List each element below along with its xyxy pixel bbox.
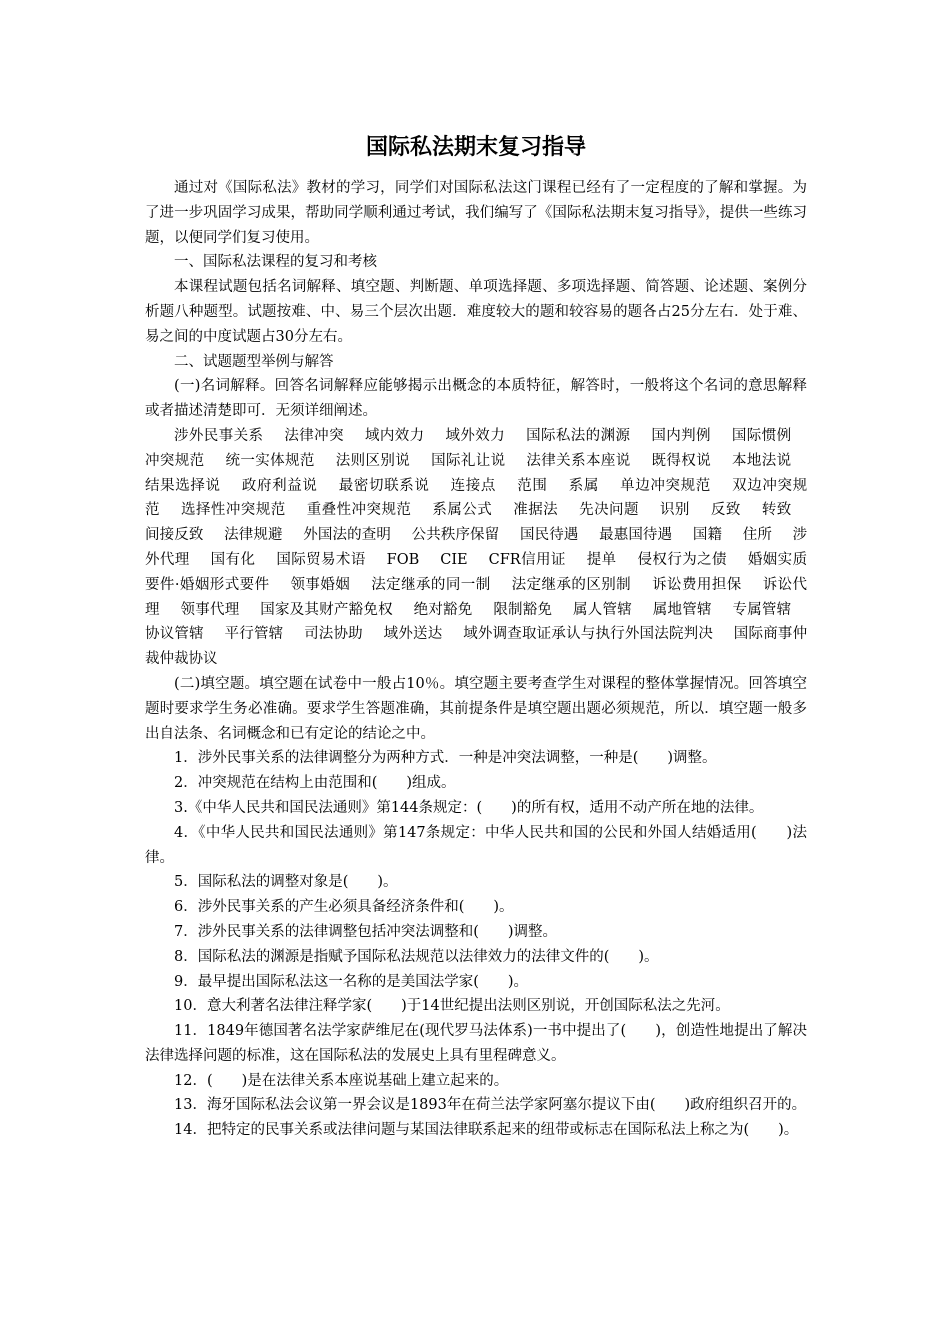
term-item: CIE xyxy=(440,551,468,568)
term-item: 转致 xyxy=(761,502,792,519)
term-item: 法则区别说 xyxy=(335,452,411,469)
fill-blank-question: 1．涉外民事关系的法律调整分为两种方式．一种是冲突法调整，一种是( )调整。 xyxy=(174,750,717,767)
fill-blank-question: 12．( )是在法律关系本座说基础上建立起来的。 xyxy=(174,1072,509,1089)
term-item: 范围 xyxy=(517,477,548,494)
term-item: 国家及其财产豁免权 xyxy=(260,601,393,618)
term-item: 协议管辖 xyxy=(145,626,204,643)
term-item: 国际私法的渊源 xyxy=(526,427,631,444)
term-item: 先决问题 xyxy=(579,502,639,519)
term-item: 结果选择说 xyxy=(145,477,221,494)
fill-blank-question: 6．涉外民事关系的产生必须具备经济条件和( )。 xyxy=(174,899,514,916)
section2-heading: 二、试题题型举例与解答 xyxy=(174,353,334,370)
fill-blank-question: 2．冲突规范在结构上由范围和( )组成。 xyxy=(174,775,456,792)
term-item: 间接反致 xyxy=(145,527,204,544)
term-item: 域外送达 xyxy=(383,626,443,643)
term-item: 诉讼代理 xyxy=(145,576,808,618)
term-item: 域外效力 xyxy=(445,427,506,444)
term-item: 国有化 xyxy=(210,551,256,568)
term-item: 最惠国待遇 xyxy=(599,527,673,544)
term-item: 司法协助 xyxy=(304,626,363,643)
term-item: 识别 xyxy=(659,502,690,519)
term-item: 冲突规范 xyxy=(145,452,205,469)
term-item: 领事婚姻 xyxy=(290,576,351,593)
term-item: 双边冲突规范 xyxy=(145,477,808,519)
part1-intro: (一)名词解释。回答名词解释应能够揭示出概念的本质特征，解答时，一般将这个名词的意思解释或者描述清楚即可．无须详细阐述。 xyxy=(145,378,807,420)
term-item: FOB xyxy=(386,551,420,568)
term-item: 婚姻实质要件·婚姻形式要件 xyxy=(145,551,808,593)
terms-list xyxy=(145,424,807,672)
term-item: 法律关系本座说 xyxy=(526,452,631,469)
term-item: 本地法说 xyxy=(732,452,792,469)
fill-blank-question: 7．涉外民事关系的法律调整包括冲突法调整和( )调整。 xyxy=(174,923,558,940)
term-item: 反致 xyxy=(710,502,741,519)
term-item: 域内效力 xyxy=(364,427,425,444)
term-item: 法律规避 xyxy=(224,527,283,544)
term-item: 最密切联系说 xyxy=(338,477,430,494)
section1-body: 本课程试题包括名词解释、填空题、判断题、单项选择题、多项选择题、简答题、论述题、案例分析题八种题型。试题按难、中、易三个层次出题．难度较大的题和较容易的题各占25分左右．处于难、易之间的中度试题占30分左右。 xyxy=(145,279,807,345)
term-item: 绝对豁免 xyxy=(413,601,473,618)
fill-blank-question: 5．国际私法的调整对象是( )。 xyxy=(174,874,398,891)
term-item: 既得权说 xyxy=(651,452,712,469)
term-item: 外国法的查明 xyxy=(303,527,391,544)
term-item: 公共秩序保留 xyxy=(411,527,500,544)
term-item: 统一实体规范 xyxy=(225,452,315,469)
fill-blank-question: 13．海牙国际私法会议第一界会议是1893年在荷兰法学家阿塞尔提议下由( )政府组织召开的。 xyxy=(174,1097,807,1114)
term-item: 涉外代理 xyxy=(145,527,808,568)
part2-intro: (二)填空题。填空题在试卷中一般占10％。填空题主要考查学生对课程的整体掌握情况。回答填空题时要求学生务必准确。要求学生答题准确，其前提条件是填空题出题必须规范，所以．填空题一般多出自法条、名词概念和已有定论的结论之中。 xyxy=(145,675,807,742)
term-item: 连接点 xyxy=(450,477,497,494)
fill-blank-question: 9．最早提出国际私法这一名称的是美国法学家( )。 xyxy=(174,973,529,990)
term-item: 法定继承的区别制 xyxy=(511,576,632,593)
term-item: 侵权行为之债 xyxy=(637,551,727,568)
term-item: 准据法 xyxy=(513,502,559,519)
term-item: 限制豁免 xyxy=(493,601,553,618)
fill-blank-question: 10．意大利著名法律注释学家( )于14世纪提出法则区别说，开创国际私法之先河。 xyxy=(174,998,730,1015)
term-item: 域外调查取证承认与执行外国法院判决 xyxy=(463,626,714,643)
document-page xyxy=(145,128,807,1143)
term-item: 属人管辖 xyxy=(573,601,632,618)
term-item: CFR信用证 xyxy=(488,551,566,568)
term-item: 重叠性冲突规范 xyxy=(306,502,412,519)
fill-blank-question: 3.《中华人民共和国民法通则》第144条规定：( )的所有权，适用不动产所在地的法律。 xyxy=(174,799,764,816)
intro-paragraph: 通过对《国际私法》教材的学习，同学们对国际私法这门课程已经有了一定程度的了解和掌握。为了进一步巩固学习成果，帮助同学顺利通过考试，我们编写了《国际私法期末复习指导》，提供一些练习题，以便同学们复习使用。 xyxy=(145,180,807,246)
fill-blank-question: 8．国际私法的渊源是指赋予国际私法规范以法律效力的法律文件的( )。 xyxy=(174,948,659,965)
fill-blank-question: 14．把特定的民事关系或法律问题与某国法律联系起来的纽带或标志在国际私法上称之为( )。 xyxy=(174,1122,799,1139)
term-item: 国际礼让说 xyxy=(431,452,506,469)
term-item: 提单 xyxy=(586,551,617,568)
term-item: 法定继承的同一制 xyxy=(371,576,491,593)
term-item: 国籍 xyxy=(692,527,723,544)
fill-blank-question: 4．《中华人民共和国民法通则》第147条规定：中华人民共和国的公民和外国人结婚适用( )法律。 xyxy=(145,824,807,866)
question-list xyxy=(145,746,807,1143)
term-item: 系属 xyxy=(568,477,599,494)
term-item: 诉讼费用担保 xyxy=(652,576,742,593)
term-item: 国内判例 xyxy=(651,427,711,444)
term-item: 系属公式 xyxy=(432,502,493,519)
term-item: 专属管辖 xyxy=(732,601,792,618)
page-title: 国际私法期末复习指导 xyxy=(365,135,586,160)
term-item: 国际惯例 xyxy=(731,427,792,444)
section1-heading: 一、国际私法课程的复习和考核 xyxy=(174,254,377,271)
term-item: 平行管辖 xyxy=(224,626,284,643)
term-item: 选择性冲突规范 xyxy=(180,502,286,519)
term-item: 政府利益说 xyxy=(241,477,318,494)
term-item: 住所 xyxy=(742,527,772,544)
term-item: 法律冲突 xyxy=(284,427,344,444)
term-item: 涉外民事关系 xyxy=(174,427,264,444)
fill-blank-question: 11．1849年德国著名法学家萨维尼在(现代罗马法体系)一书中提出了( )，创造性地提出了解决法律选择问题的标准，这在国际私法的发展史上具有里程碑意义。 xyxy=(145,1023,807,1064)
term-item: 国际贸易术语 xyxy=(276,551,366,568)
term-item: 国际商事仲裁仲裁协议 xyxy=(145,626,808,668)
term-item: 属地管辖 xyxy=(652,601,712,618)
term-item: 领事代理 xyxy=(180,601,240,618)
term-item: 国民待遇 xyxy=(519,527,579,544)
term-item: 单边冲突规范 xyxy=(620,477,711,494)
